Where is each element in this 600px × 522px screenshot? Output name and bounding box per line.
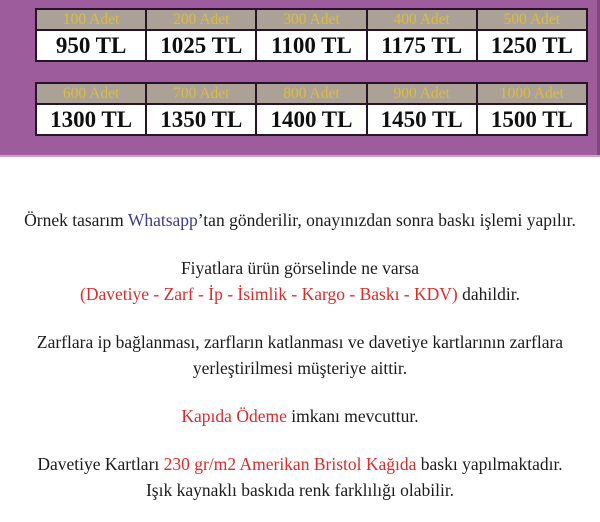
- whatsapp-link[interactable]: Whatsapp: [127, 210, 198, 230]
- price-value-row: [36, 30, 587, 61]
- payment-highlight: Kapıda Ödeme: [181, 406, 287, 426]
- note-text: yerleştirilmesi müşteriye aittir.: [192, 358, 408, 378]
- price-value: 1350 TL: [146, 104, 256, 135]
- note-text: Işık kaynaklı baskıda renk farklılığı olabilir.: [145, 480, 455, 500]
- qty-label: 600 Adet: [36, 83, 146, 104]
- note-text: Zarflara ip bağlanması, zarfların katlanması ve davetiye kartlarının zarflara: [36, 332, 564, 352]
- qty-label: 700 Adet: [146, 83, 256, 104]
- qty-label: 100 Adet: [36, 9, 146, 30]
- price-table-1: [35, 8, 588, 62]
- qty-label: 1000 Adet: [477, 83, 587, 104]
- note-whatsapp: [4, 207, 596, 233]
- qty-label: 500 Adet: [477, 9, 587, 30]
- price-value-row: [36, 104, 587, 135]
- note-paper: [4, 451, 596, 503]
- price-value: 1100 TL: [256, 30, 366, 61]
- quantity-header-row: [36, 83, 587, 104]
- note-text: ’tan gönderilir, onayınızdan sonra baskı işlemi yapılır.: [197, 210, 576, 230]
- note-text: Davetiye Kartları: [37, 454, 164, 474]
- price-table-2: [35, 82, 588, 136]
- price-value: 1400 TL: [256, 104, 366, 135]
- note-text: dahildir.: [457, 284, 520, 304]
- included-items-highlight: (Davetiye - Zarf - İp - İsimlik - Kargo - Baskı - KDV): [80, 284, 458, 304]
- note-envelope: [4, 329, 596, 381]
- quantity-header-row: [36, 9, 587, 30]
- price-value: 950 TL: [36, 30, 146, 61]
- note-text: Fiyatlara ürün görselinde ne varsa: [180, 258, 420, 278]
- note-included: [4, 255, 596, 307]
- price-value: 1450 TL: [367, 104, 477, 135]
- note-text: imkanı mevcuttur.: [286, 406, 419, 426]
- qty-label: 300 Adet: [256, 9, 366, 30]
- price-value: 1500 TL: [477, 104, 587, 135]
- pricing-banner: [0, 0, 600, 157]
- note-text: Örnek tasarım: [24, 210, 128, 230]
- qty-label: 900 Adet: [367, 83, 477, 104]
- paper-highlight: 230 gr/m2 Amerikan Bristol Kağıda: [163, 454, 417, 474]
- qty-label: 400 Adet: [367, 9, 477, 30]
- qty-label: 800 Adet: [256, 83, 366, 104]
- price-value: 1175 TL: [367, 30, 477, 61]
- price-value: 1300 TL: [36, 104, 146, 135]
- qty-label: 200 Adet: [146, 9, 256, 30]
- note-payment: [4, 403, 596, 429]
- note-text: baskı yapılmaktadır.: [416, 454, 563, 474]
- price-value: 1250 TL: [477, 30, 587, 61]
- price-value: 1025 TL: [146, 30, 256, 61]
- terms-notes: [0, 157, 600, 503]
